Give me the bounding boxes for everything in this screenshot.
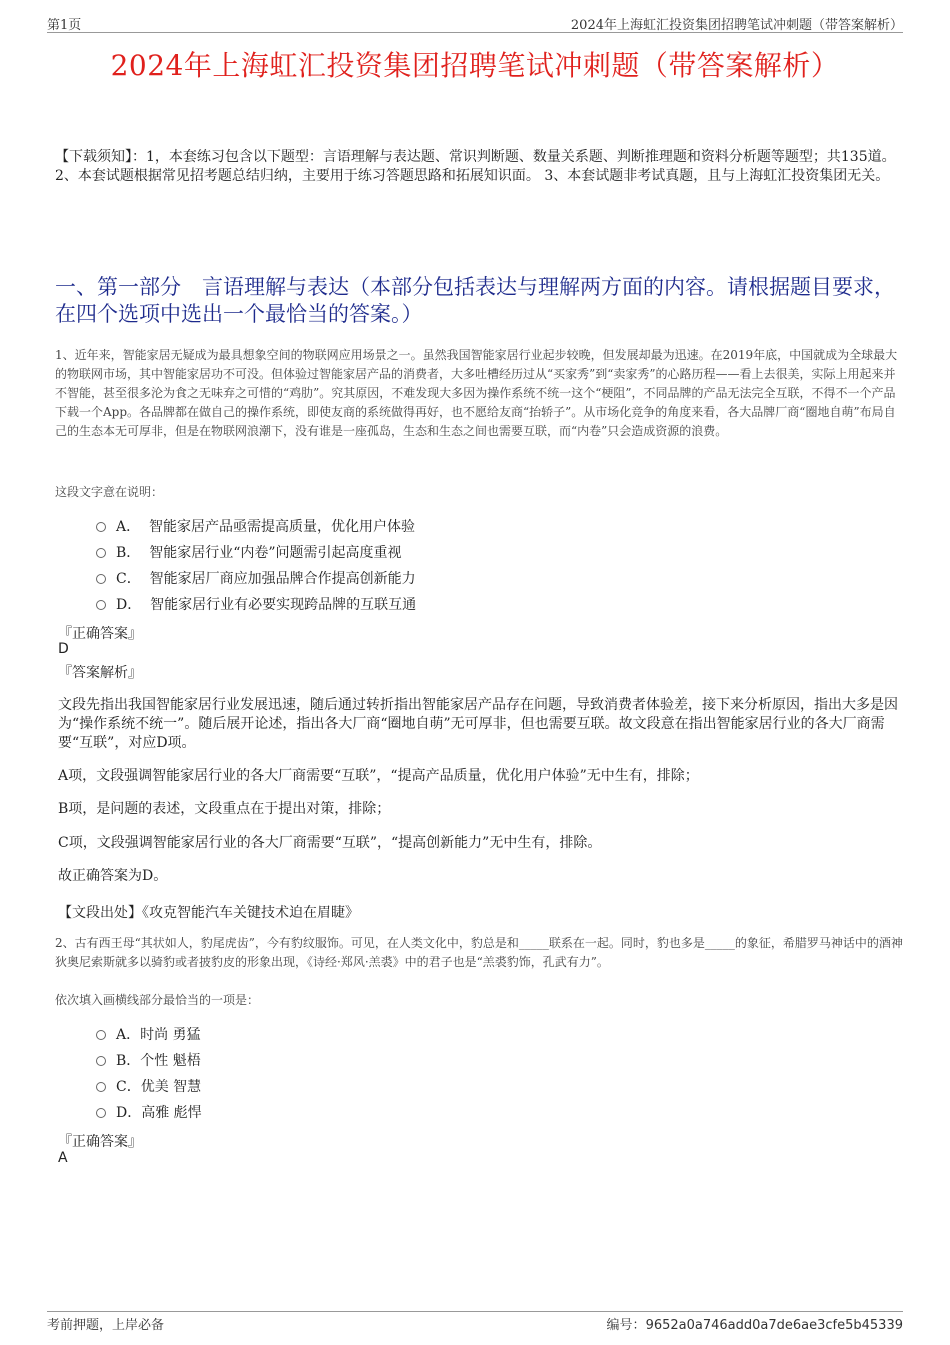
radio-icon[interactable] — [96, 522, 106, 532]
question-1-analysis: 文段先指出我国智能家居行业发展迅速，随后通过转折指出智能家居产品存在问题，导致消费者体验差，接下来分析原因，指出大多是因为“操作系统不统一”。随后展开论述，指出各大厂商“圈地自萌”无可厚非，但也需要互联。故文段意在指出智能家居行业的各大厂商需要“互联”，对应D项。 — [58, 697, 898, 751]
question-1-answer: D — [58, 641, 69, 657]
question-1-analysis-label: 『答案解析』 — [58, 665, 142, 681]
radio-icon[interactable] — [96, 600, 106, 610]
section-heading: 一、第一部分 言语理解与表达（本部分包括表达与理解两方面的内容。请根据题目要求，在四个选项中选出一个最恰当的答案。） — [55, 275, 895, 326]
footer-slogan: 考前押题，上岸必备 — [47, 1318, 165, 1333]
radio-icon[interactable] — [96, 548, 106, 558]
question-2-prompt: 依次填入画横线部分最恰当的一项是： — [55, 993, 260, 1007]
question-1-option-b[interactable]: B． 智能家居行业“内卷”问题需引起高度重视 — [96, 542, 402, 562]
radio-icon[interactable] — [96, 1108, 106, 1118]
question-1-text: 1、近年来，智能家居无疑成为最具想象空间的物联网应用场景之一。虽然我国智能家居行业起步较晚，但发展却最为迅速。在2019年底，中国就成为全球最大的物联网市场，其中智能家居功不可没。但体验过智能家居产品的消费者，大多吐槽经历过从“买家秀”到“卖家秀”的心路历程——看上去很美，实际上用起来并不智能，甚至很多沦为食之无味弃之可惜的“鸡肋”。究其原因，不难发现大多因为操作系统不统一这个“梗阻”，不同品牌的产品无法完全互联，不得不一个产品下载一个App。各品牌都在做自己的操作系统，即使友商的系统做得再好，也不愿给友商“抬轿子”。从市场化竞争的角度来看，各大品牌厂商“圈地自萌”布局自己的生态本无可厚非，但是在物联网浪潮下，没有谁是一座孤岛，生态和生态之间也需要互联，而“内卷”只会造成资源的浪费。 — [55, 348, 898, 438]
question-2-option-c[interactable]: C．优美 智慧 — [96, 1076, 201, 1096]
footer-code: 编号：9652a0a746add0a7de6ae3cfe5b45339 — [606, 1318, 903, 1333]
question-1-option-a[interactable]: A． 智能家居产品亟需提高质量，优化用户体验 — [96, 516, 415, 536]
question-2-option-b[interactable]: B．个性 魁梧 — [96, 1050, 201, 1070]
question-2-answer-label: 『正确答案』 — [58, 1134, 142, 1150]
question-2-option-a[interactable]: A．时尚 勇猛 — [96, 1024, 201, 1044]
question-1-source: 【文段出处】《攻克智能汽车关键技术迫在眉睫》 — [58, 905, 359, 921]
question-1-conclusion: 故正确答案为D。 — [58, 868, 168, 884]
header-doc-title: 2024年上海虹汇投资集团招聘笔试冲刺题（带答案解析） — [570, 18, 903, 33]
radio-icon[interactable] — [96, 574, 106, 584]
page-number: 第1页 — [47, 18, 82, 33]
document-title: 2024年上海虹汇投资集团招聘笔试冲刺题（带答案解析） — [110, 49, 840, 82]
question-2-text: 2、古有西王母“其状如人，豹尾虎齿”，今有豹纹服饰。可见，在人类文化中，豹总是和_____联系在一起。同时，豹也多是_____的象征，希腊罗马神话中的酒神狄奥尼索斯就多以骑豹或者披豹皮的形象出现，《诗经·郑风·羔裘》中的君子也是“羔裘豹饰，孔武有力”。 — [55, 936, 903, 969]
question-1-analysis-b: B项，是问题的表述，文段重点在于提出对策，排除； — [58, 801, 391, 817]
question-1-option-d[interactable]: D． 智能家居行业有必要实现跨品牌的互联互通 — [96, 594, 416, 614]
question-1-analysis-a: A项，文段强调智能家居行业的各大厂商需要“互联”，“提高产品质量，优化用户体验”无中生有，排除； — [58, 768, 699, 784]
question-2-answer: A — [58, 1150, 68, 1166]
question-1-prompt: 这段文字意在说明： — [55, 485, 164, 499]
question-1-analysis-c: C项，文段强调智能家居行业的各大厂商需要“互联”，“提高创新能力”无中生有，排除。 — [58, 835, 602, 851]
question-2-option-d[interactable]: D．高雅 彪悍 — [96, 1102, 202, 1122]
header-divider — [47, 32, 903, 33]
radio-icon[interactable] — [96, 1030, 106, 1040]
radio-icon[interactable] — [96, 1056, 106, 1066]
question-1-option-c[interactable]: C． 智能家居厂商应加强品牌合作提高创新能力 — [96, 568, 416, 588]
radio-icon[interactable] — [96, 1082, 106, 1092]
footer-divider — [47, 1311, 903, 1312]
question-1-answer-label: 『正确答案』 — [58, 626, 142, 642]
download-notice: 【下载须知】：1，本套练习包含以下题型：言语理解与表达题、常识判断题、数量关系题、判断推理题和资料分析题等题型；共135道。 2、本套试题根据常见招考题总结归纳，主要用于练习答题思路和拓展知识面。 3、本套试题非考试真题，且与上海虹汇投资集团无关。 — [55, 149, 896, 184]
